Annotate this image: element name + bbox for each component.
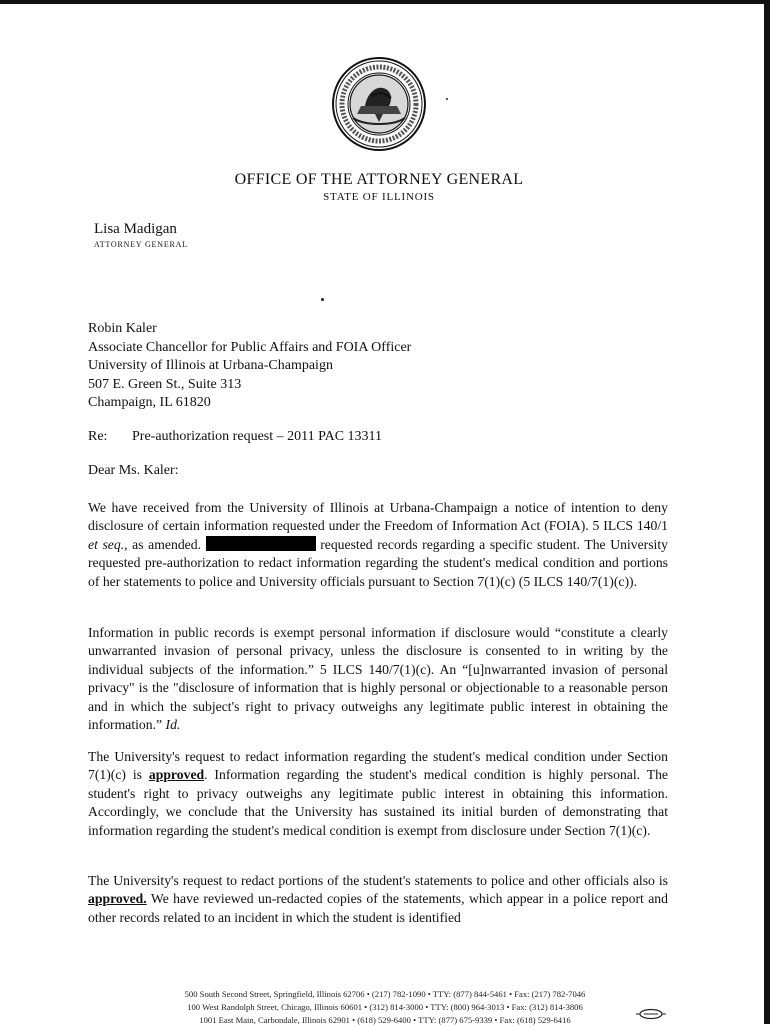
text-run: The University's request to redact portions of the student's statements to police and other officials also is: [88, 873, 668, 888]
scan-speck: [321, 298, 324, 301]
recipient-title: Associate Chancellor for Public Affairs and FOIA Officer: [88, 339, 412, 355]
re-label: Re:: [88, 429, 108, 444]
text-run: The University's request to redact information regarding the student's medical condition under Section 7(1)(c) is: [88, 749, 668, 783]
text-run: . Information regarding the student's medical condition is highly personal. The student's right to privacy outweighs any legitimate public interest in obtaining this information. Accordingly, we conclude that the University has sustained its initial burden of demonstrating that information regarding the student's medical condition is exempt from disclosure under Section 7(1)(c).: [88, 767, 669, 838]
text-run: , as amended.: [124, 536, 206, 552]
recycled-paper-icon: [636, 1008, 666, 1020]
attorney-general-seal-icon: [331, 56, 427, 152]
office-title: OFFICE OF THE ATTORNEY GENERAL: [234, 171, 524, 188]
recipient-address: [88, 320, 411, 413]
approved-emphasis: approved: [148, 767, 205, 783]
scan-speck: [446, 98, 448, 100]
paragraph-4: [88, 872, 668, 927]
attorney-general-title: ATTORNEY GENERAL: [94, 240, 188, 249]
recipient-street: 507 E. Green St., Suite 313: [88, 376, 242, 392]
recipient-organization: University of Illinois at Urbana-Champaign: [88, 358, 333, 373]
office-state: STATE OF ILLINOIS: [323, 191, 435, 203]
text-run-italic: Id.: [165, 717, 181, 733]
re-line: [88, 429, 382, 445]
text-run: Information in public records is exempt personal information if disclosure would “constitute a clearly unwarranted invasion of personal privacy, unless the disclosure is consented to in writing by the individual subjects of the information.” 5 ILCS 140/7(1)(c). An “[u]nwarranted invasion of personal privacy" is the "disclosure of information that is highly personal or objectionable to a reasonable person and in which the subject's right to privacy outweighs any legitimate public interest in obtaining the information.”: [88, 625, 668, 733]
scan-border-top: [0, 0, 770, 4]
approved-emphasis: approved.: [88, 891, 147, 907]
paragraph-3: [88, 748, 668, 840]
re-subject: Pre-authorization request – 2011 PAC 13311: [132, 429, 383, 444]
paragraph-2: [88, 624, 668, 734]
text-run: We have received from the University of Illinois at Urbana-Champaign a notice of intention to deny disclosure of certain information requested under the Freedom of Information Act (FOIA). 5 ILCS 140/1: [88, 500, 668, 534]
footer-carbondale: 1001 East Main, Carbondale, Illinois 62901 • (618) 529-6400 • TTY: (877) 675-9339 • Fax: (618) 529-6416: [199, 1015, 571, 1025]
scan-border-right: [764, 0, 770, 1024]
footer-springfield: 500 South Second Street, Springfield, Illinois 62706 • (217) 782-1090 • TTY: (877) 844-5461 • Fax: (217) 782-7046: [184, 989, 586, 999]
footer-chicago: 100 West Randolph Street, Chicago, Illinois 60601 • (312) 814-3000 • TTY: (800) 964-3013 • Fax: (312) 814-3806: [187, 1002, 583, 1012]
text-run: requested records regarding a specific student. The University requested pre-authorization to redact information regarding the student's medical condition and portions of her statements to police and University officials pursuant to Section 7(1)(c) (5 ILCS 140/7(1)(c)).: [88, 536, 668, 589]
text-run-italic: et seq.: [88, 536, 125, 552]
recipient-name: Robin Kaler: [88, 321, 157, 336]
recipient-city: Champaign, IL 61820: [88, 395, 211, 410]
redaction-block: [206, 536, 316, 551]
attorney-general-name: Lisa Madigan: [94, 221, 177, 237]
text-run: We have reviewed un-redacted copies of the statements, which appear in a police report and other records related to an incident in which the student is identified: [88, 891, 668, 925]
salutation: Dear Ms. Kaler:: [88, 463, 179, 478]
paragraph-1: [88, 499, 668, 591]
